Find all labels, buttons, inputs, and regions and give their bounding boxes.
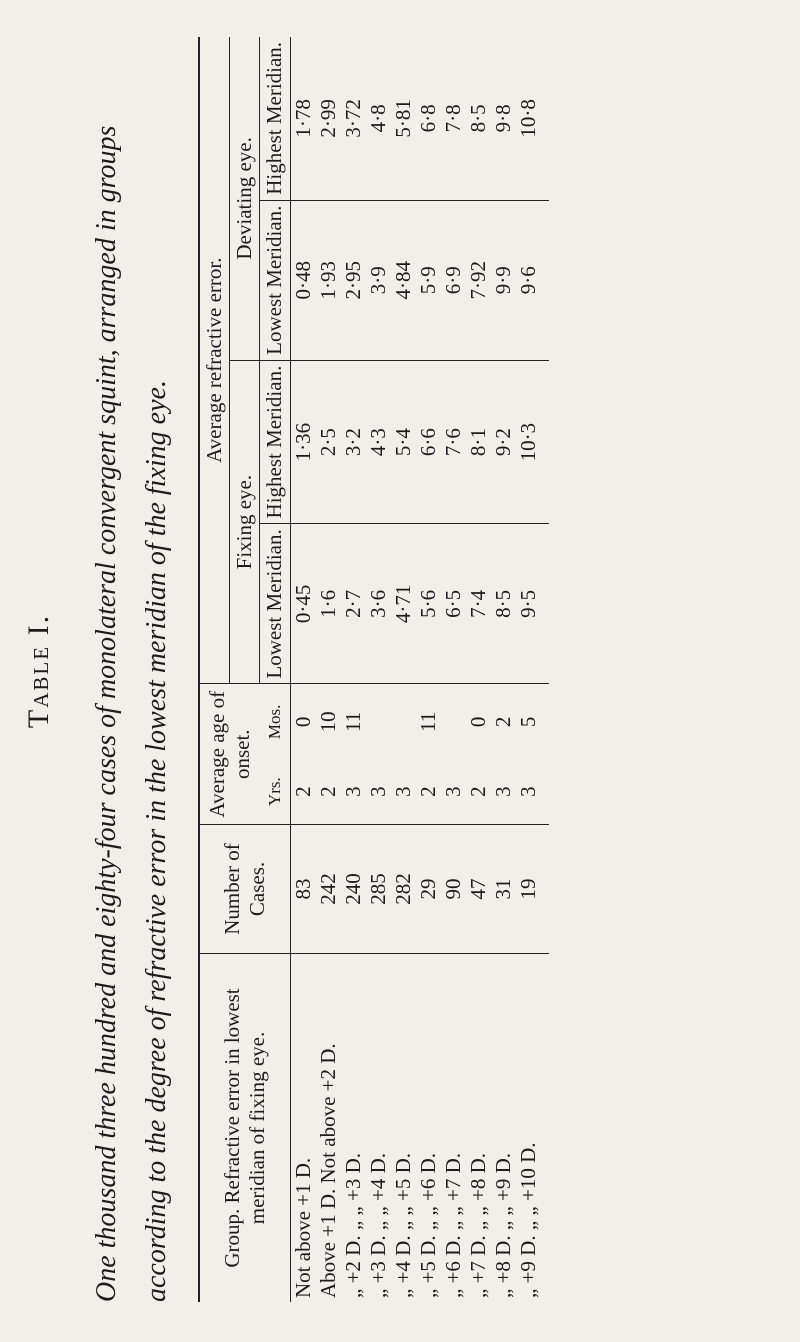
- table-row: [516, 37, 549, 1302]
- cell-fix-low: 2·7: [341, 524, 366, 684]
- cell-dev-low: 3·9: [366, 200, 391, 360]
- header-fix-high: Highest Meridian.: [260, 360, 290, 524]
- cell-dev-low: 5·9: [416, 200, 441, 360]
- cell-dev-high: 4·8: [366, 37, 391, 200]
- header-dev-low: Lowest Meridian.: [260, 200, 290, 360]
- cell-group: „ +7 D. „ „ +8 D.: [465, 1153, 490, 1298]
- cell-group: „ +2 D. „ „ +3 D.: [340, 1153, 365, 1298]
- header-yrs: Yrs.: [260, 759, 290, 824]
- cell-fix-low: 4·71: [391, 524, 416, 684]
- header-deviating: Deviating eye.: [230, 37, 260, 360]
- table-body: [290, 37, 549, 1302]
- cell-dev-low: 4·84: [391, 200, 416, 360]
- cell-dev-low: 7·92: [466, 200, 491, 360]
- cell-yrs: 3: [366, 759, 391, 824]
- cell-cases: 19: [516, 825, 549, 954]
- cell-mos: [441, 684, 466, 759]
- table-row: [441, 37, 466, 1302]
- cell-dev-high: 1·78: [290, 37, 316, 200]
- cell-cases: 285: [366, 825, 391, 954]
- cell-yrs: 3: [491, 759, 516, 824]
- cell-fix-high: 4·3: [366, 360, 391, 524]
- cell-group: „ +8 D. „ „ +9 D.: [490, 1153, 515, 1298]
- cell-dev-high: 3·72: [341, 37, 366, 200]
- cell-fix-high: 5·4: [391, 360, 416, 524]
- cell-fix-low: 6·5: [441, 524, 466, 684]
- cell-dev-high: 10·8: [516, 37, 549, 200]
- cell-fix-high: 6·6: [416, 360, 441, 524]
- cell-dev-low: 2·95: [341, 200, 366, 360]
- table-row: [366, 37, 391, 1302]
- cell-yrs: 3: [341, 759, 366, 824]
- cell-cases: 90: [441, 825, 466, 954]
- cell-cases: 240: [341, 825, 366, 954]
- cell-mos: 0: [290, 716, 315, 728]
- cell-mos: 10: [315, 711, 340, 733]
- cell-cases: 282: [391, 825, 416, 954]
- header-fixing: Fixing eye.: [230, 360, 260, 684]
- cell-yrs: 2: [466, 759, 491, 824]
- cell-group: Not above +1 D.: [290, 1157, 315, 1298]
- header-avg-error: Average refractive error.: [199, 37, 230, 684]
- cell-mos: 11: [415, 711, 440, 732]
- cell-dev-low: 0·48: [290, 200, 316, 360]
- cell-fix-high: 2·5: [316, 360, 341, 524]
- cell-fix-low: 7·4: [466, 524, 491, 684]
- cell-yrs: 3: [516, 759, 549, 824]
- cell-yrs: 3: [391, 759, 416, 824]
- cell-group: „ +9 D. „ „ +10 D.: [515, 1142, 540, 1298]
- table-caption: One thousand three hundred and eighty-four cases of monolateral convergent squint, arranged in groups according to the degree of refractive error in the lowest meridian of the fixing eye.: [91, 125, 172, 1302]
- cell-group: „ +4 D. „ „ +5 D.: [390, 1153, 415, 1298]
- table-row: [391, 37, 416, 1302]
- header-onset: Average age of onset.: [199, 684, 260, 825]
- cell-group: Above +1 D. Not above +2 D.: [315, 1043, 340, 1298]
- cell-yrs: 3: [441, 759, 466, 824]
- cell-cases: 242: [316, 825, 341, 954]
- cell-fix-low: 5·6: [416, 524, 441, 684]
- cell-dev-low: 9·9: [491, 200, 516, 360]
- cell-fix-low: 0·45: [290, 524, 316, 684]
- table-row: [491, 37, 516, 1302]
- table-row: [416, 37, 441, 1302]
- table-row: [316, 37, 341, 1302]
- table-title: Table I.: [22, 613, 55, 729]
- header-fix-low: Lowest Meridian.: [260, 524, 290, 684]
- refraction-table: [198, 37, 549, 1302]
- cell-fix-high: 7·6: [441, 360, 466, 524]
- cell-fix-high: 1·36: [290, 360, 316, 524]
- cell-dev-high: 2·99: [316, 37, 341, 200]
- cell-yrs: 2: [316, 759, 341, 824]
- cell-cases: 31: [491, 825, 516, 954]
- cell-dev-high: 6·8: [416, 37, 441, 200]
- cell-yrs: 2: [290, 759, 316, 824]
- cell-dev-low: 6·9: [441, 200, 466, 360]
- cell-cases: 83: [290, 825, 316, 954]
- header-group: Group. Refractive error in lowest meridian of fixing eye.: [199, 954, 290, 1303]
- table-row: [290, 37, 316, 1302]
- header-cases: Number of Cases.: [199, 825, 290, 954]
- table-row: [466, 37, 491, 1302]
- cell-mos: 0: [465, 716, 490, 728]
- header-mos: Mos.: [260, 684, 290, 759]
- cell-group: „ +6 D. „ „ +7 D.: [440, 1153, 465, 1298]
- cell-dev-high: 5·81: [391, 37, 416, 200]
- cell-fix-low: 9·5: [516, 524, 549, 684]
- cell-mos: [366, 684, 391, 759]
- cell-dev-high: 9·8: [491, 37, 516, 200]
- cell-cases: 29: [416, 825, 441, 954]
- cell-group: „ +5 D. „ „ +6 D.: [415, 1153, 440, 1298]
- cell-dev-high: 7·8: [441, 37, 466, 200]
- cell-cases: 47: [466, 825, 491, 954]
- cell-fix-high: 8·1: [466, 360, 491, 524]
- cell-dev-low: 1·93: [316, 200, 341, 360]
- cell-mos: 5: [515, 716, 540, 728]
- cell-fix-high: 9·2: [491, 360, 516, 524]
- cell-fix-low: 3·6: [366, 524, 391, 684]
- table-row: [341, 37, 366, 1302]
- header-dev-high: Highest Meridian.: [260, 37, 290, 200]
- cell-dev-low: 9·6: [516, 200, 549, 360]
- cell-group: „ +3 D. „ „ +4 D.: [365, 1153, 390, 1298]
- cell-mos: 11: [340, 711, 365, 732]
- cell-fix-low: 8·5: [491, 524, 516, 684]
- cell-fix-low: 1·6: [316, 524, 341, 684]
- cell-yrs: 2: [416, 759, 441, 824]
- cell-mos: [391, 684, 416, 759]
- cell-fix-high: 10·3: [516, 360, 549, 524]
- cell-fix-high: 3·2: [341, 360, 366, 524]
- cell-dev-high: 8·5: [466, 37, 491, 200]
- cell-mos: 2: [490, 716, 515, 728]
